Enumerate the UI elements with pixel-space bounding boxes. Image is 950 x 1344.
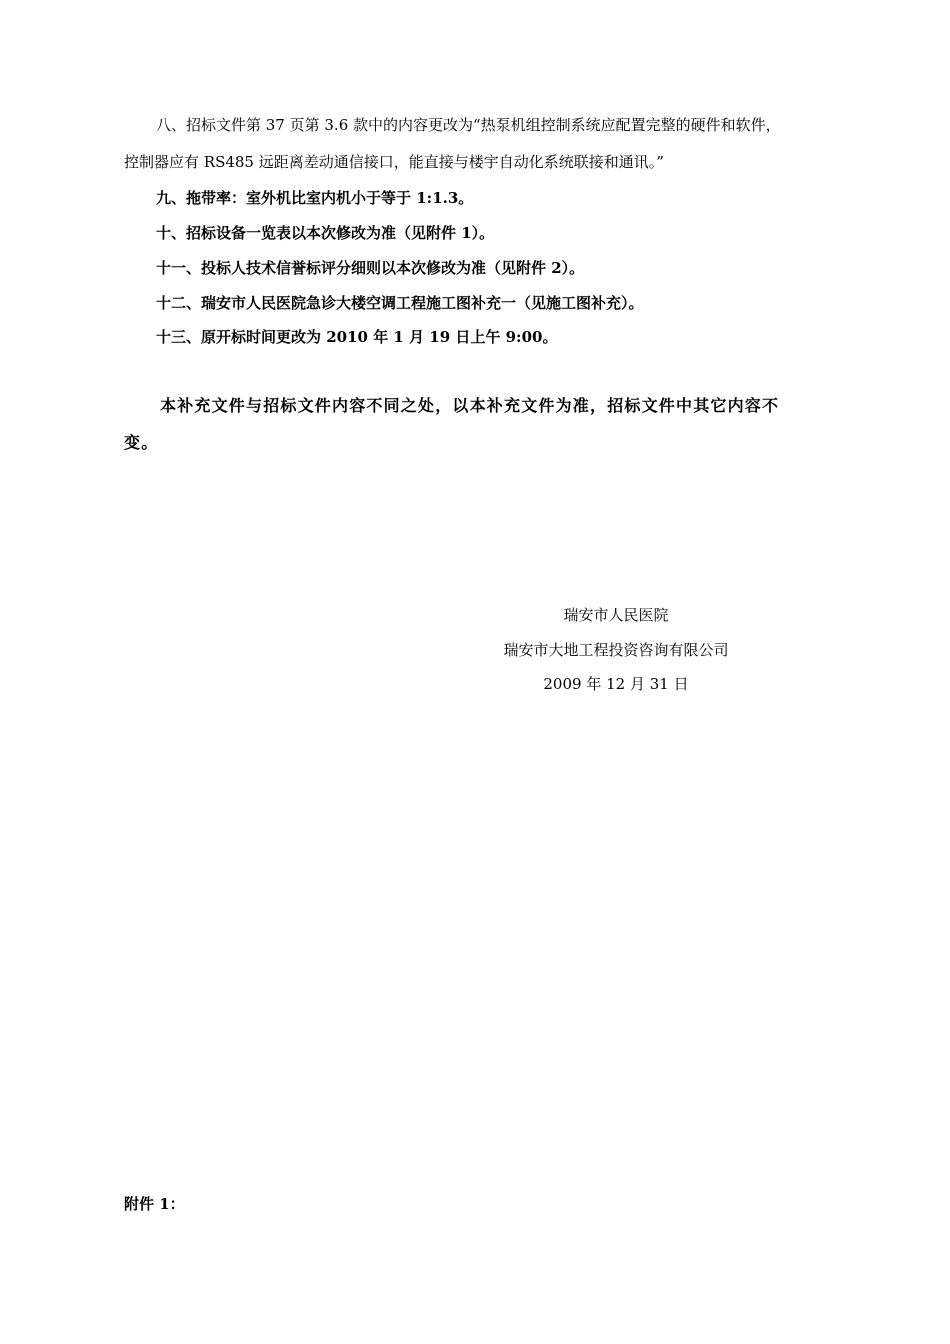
item-13: 十三、原开标时间更改为 2010 年 1 月 19 日上午 9:00。 bbox=[156, 328, 558, 346]
item-10: 十、招标设备一览表以本次修改为准（见附件 1）。 bbox=[156, 224, 495, 242]
item-8-line-1: 八、招标文件第 37 页第 3.6 款中的内容更改为“热泵机组控制系统应配置完整的硬件和软件， bbox=[156, 116, 781, 134]
closing-statement-line-1: 本补充文件与招标文件内容不同之处，以本补充文件为准，招标文件中其它内容不 bbox=[160, 396, 780, 415]
closing-statement-line-2: 变。 bbox=[124, 433, 159, 452]
signature-organization-1: 瑞安市人民医院 bbox=[563, 606, 669, 624]
item-9: 九、拖带率：室外机比室内机小于等于 1:1.3。 bbox=[156, 189, 474, 207]
signature-organization-2: 瑞安市大地工程投资咨询有限公司 bbox=[503, 641, 729, 659]
item-8-line-2: 控制器应有 RS485 远距离差动通信接口，能直接与楼宇自动化系统联接和通讯。” bbox=[124, 153, 664, 171]
signature-date: 2009 年 12 月 31 日 bbox=[543, 675, 689, 693]
item-11: 十一、投标人技术信誉标评分细则以本次修改为准（见附件 2）。 bbox=[156, 259, 585, 277]
item-12: 十二、瑞安市人民医院急诊大楼空调工程施工图补充一（见施工图补充）。 bbox=[156, 294, 644, 312]
attachment-label: 附件 1： bbox=[124, 1195, 185, 1213]
